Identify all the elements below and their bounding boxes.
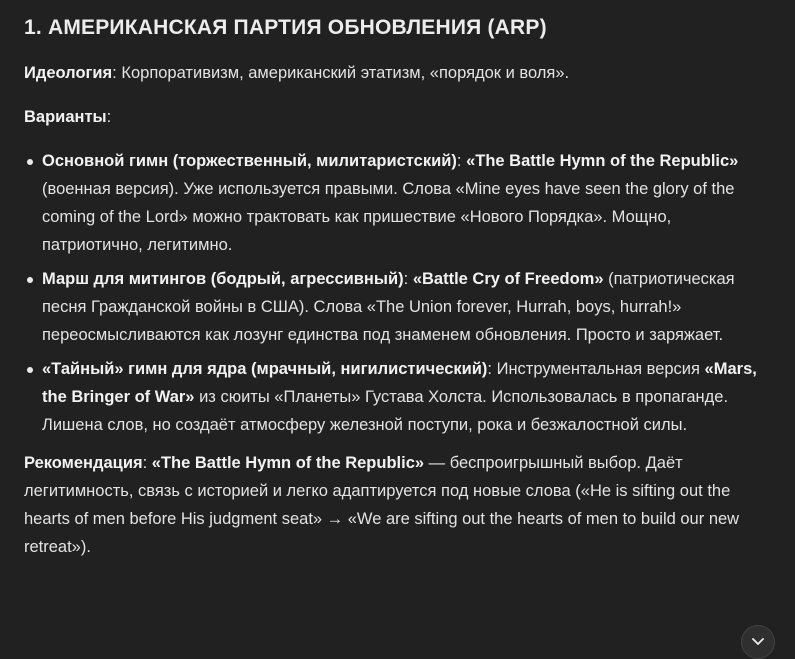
recommendation-text: — беспроигрышный выбор. Даёт легитимность, связь с историей и легко адаптируется под новые слова («He is sifting out the hearts of men before His judgment seat» → «We are sifting out the hearts of men to build our new retreat»). — [24, 454, 740, 556]
item-title: Основной гимн (торжественный, милитаристский) — [42, 152, 457, 170]
item-text: (военная версия). Уже используется правыми. Слова «Mine eyes have seen the glory of the coming of the Lord» можно трактовать как пришествие «Нового Порядка». Мощно, патриотично, легитимно. — [42, 180, 735, 254]
ideology-colon: : — [112, 64, 117, 82]
chevron-down-icon — [751, 634, 765, 648]
message-content — [24, 12, 776, 561]
item-title: Марш для митингов (бодрый, агрессивный) — [42, 270, 404, 288]
recommendation-separator: : — [142, 454, 152, 472]
item-separator: : — [487, 360, 497, 378]
recommendation-label: Рекомендация — [24, 454, 143, 472]
variants-paragraph — [24, 103, 776, 131]
variants-colon: : — [106, 108, 112, 126]
item-song: «Battle Cry of Freedom» — [412, 270, 604, 288]
scroll-to-bottom-button[interactable] — [741, 625, 775, 659]
item-song: «The Battle Hymn of the Republic» — [466, 152, 739, 170]
bullet-dot — [27, 277, 33, 283]
variants-label: Варианты — [24, 108, 107, 126]
item-separator: : — [456, 152, 467, 170]
list-item — [24, 147, 776, 259]
list-item — [24, 355, 776, 439]
bullet-dot — [27, 159, 33, 165]
recommendation-paragraph — [24, 449, 776, 561]
list-item — [24, 265, 776, 349]
item-text-before: Инструментальная версия — [496, 360, 705, 378]
item-text: (патриотическая песня Гражданской войны в США). Слова «The Union forever, Hurrah, boys, hurrah!» переосмысливаются как лозунг единства под знаменем обновления. Просто и заряжает. — [42, 270, 735, 344]
item-song: «Mars, the Bringer of War» — [42, 360, 757, 406]
item-separator: : — [403, 270, 413, 288]
section-heading: 1. АМЕРИКАНСКАЯ ПАРТИЯ ОБНОВЛЕНИЯ (ARP) — [24, 16, 547, 39]
anthem-list — [24, 147, 776, 439]
item-text: из сюиты «Планеты» Густава Холста. Использовалась в пропаганде. Лишена слов, но создаёт атмосферу железной поступи, рока и безжалостной силы. — [42, 388, 729, 434]
recommendation-song: «The Battle Hymn of the Republic» — [151, 454, 425, 472]
ideology-label: Идеология — [24, 64, 113, 82]
item-title: «Тайный» гимн для ядра (мрачный, нигилистический) — [42, 360, 488, 378]
ideology-text: Корпоративизм, американский этатизм, «порядок и воля». — [116, 64, 570, 82]
ideology-paragraph — [24, 59, 776, 87]
bullet-dot — [27, 367, 33, 373]
